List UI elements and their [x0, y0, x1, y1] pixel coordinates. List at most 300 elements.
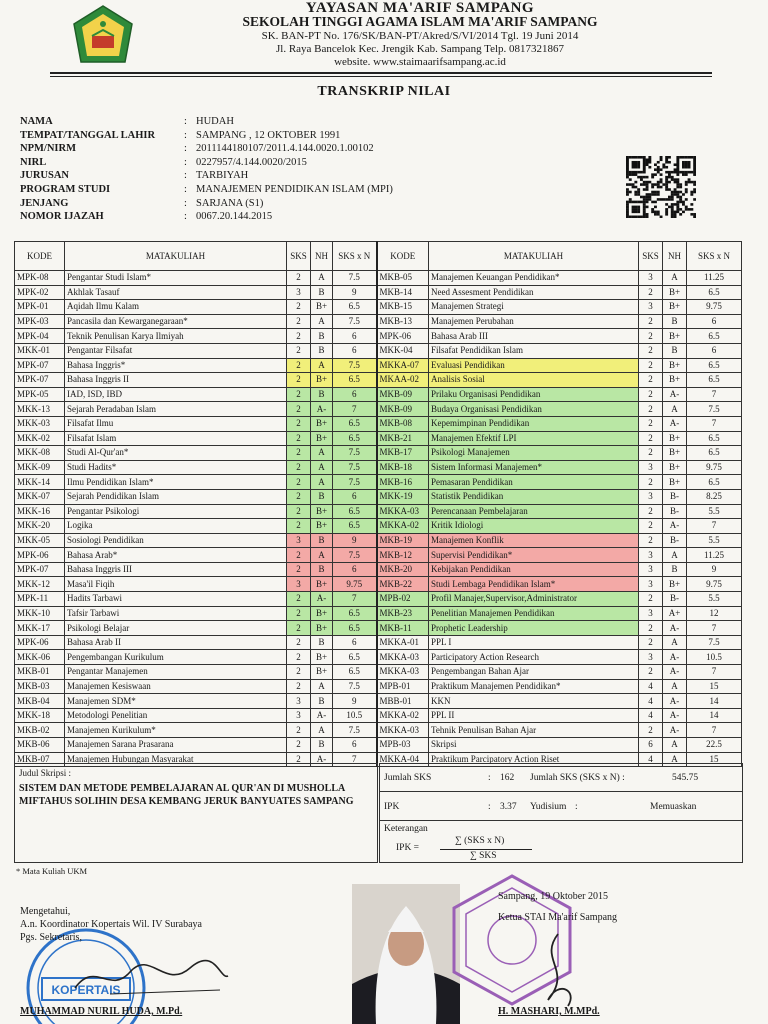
course-name: Pengembangan Kurikulum	[65, 650, 287, 665]
course-weighted: 7.5	[333, 314, 377, 329]
course-weighted: 6.5	[687, 475, 742, 490]
course-name: Skripsi	[429, 738, 639, 753]
course-weighted: 14	[687, 708, 742, 723]
chairman-title: Ketua STAI Ma'arif Sampang	[498, 912, 618, 923]
course-code: MKB-02	[15, 723, 65, 738]
course-grade: A	[663, 548, 687, 563]
course-name: Manajemen Sarana Prasarana	[65, 738, 287, 753]
course-grade: B	[311, 694, 333, 709]
course-grade: B+	[663, 329, 687, 344]
course-grade: A-	[663, 665, 687, 680]
table-row	[15, 592, 742, 607]
course-grade: B+	[311, 621, 333, 636]
course-weighted: 7	[687, 723, 742, 738]
course-code: MKK-17	[15, 621, 65, 636]
course-code: MPK-11	[15, 592, 65, 607]
course-code: MPK-04	[15, 329, 65, 344]
course-name: Participatory Action Research	[429, 650, 639, 665]
course-credits: 3	[287, 708, 311, 723]
table-row	[15, 475, 742, 490]
course-code: MKK-09	[15, 460, 65, 475]
course-credits: 2	[639, 431, 663, 446]
course-code: MPK-06	[377, 329, 429, 344]
course-grade: A	[311, 446, 333, 461]
course-grade: A-	[663, 416, 687, 431]
colon: :	[488, 802, 491, 812]
course-name: Manajemen Konflik	[429, 533, 639, 548]
course-weighted: 7.5	[687, 402, 742, 417]
course-name: Hadits Tarbawi	[65, 592, 287, 607]
accreditation-line: SK. BAN-PT No. 176/SK/BAN-PT/Akred/S/VI/2014 Tgl. 19 Juni 2014	[261, 30, 579, 42]
course-credits: 2	[639, 446, 663, 461]
course-name: Studi Al-Qur'an*	[65, 446, 287, 461]
course-name: Pengembangan Bahan Ajar	[429, 665, 639, 680]
identity-value: SARJANA (S1)	[196, 197, 264, 209]
col-header: MATAKULIAH	[429, 242, 639, 271]
course-name: Filsafat Islam	[65, 431, 287, 446]
course-weighted: 7	[333, 402, 377, 417]
col-header: KODE	[15, 242, 65, 271]
course-name: Bahasa Inggris*	[65, 358, 287, 373]
course-weighted: 7	[333, 592, 377, 607]
course-code: MKK-14	[15, 475, 65, 490]
course-code: MKB-18	[377, 460, 429, 475]
course-code: MKB-22	[377, 577, 429, 592]
identity-label: JENJANG	[20, 197, 69, 209]
course-weighted: 11.25	[687, 548, 742, 563]
course-grade: B	[311, 343, 333, 358]
course-weighted: 10.5	[333, 708, 377, 723]
table-row	[15, 548, 742, 563]
fraction-line	[440, 849, 532, 850]
table-row	[15, 519, 742, 534]
course-code: MPK-07	[15, 373, 65, 388]
course-grade: B+	[663, 446, 687, 461]
course-name: Profil Manajer,Supervisor,Administrator	[429, 592, 639, 607]
course-name: KKN	[429, 694, 639, 709]
course-weighted: 7.5	[333, 723, 377, 738]
course-weighted: 6	[687, 314, 742, 329]
colon: :	[184, 170, 187, 182]
course-grade: B	[311, 285, 333, 300]
foundation-name: YAYASAN MA'ARIF SAMPANG	[305, 0, 535, 16]
course-credits: 2	[287, 665, 311, 680]
course-credits: 2	[287, 635, 311, 650]
table-row	[15, 650, 742, 665]
course-name: Perencanaan Pembelajaran	[429, 504, 639, 519]
course-name: Sistem Informasi Manajemen*	[429, 460, 639, 475]
course-weighted: 7	[687, 416, 742, 431]
colon: :	[184, 156, 187, 168]
course-grade: A	[663, 738, 687, 753]
table-row	[15, 460, 742, 475]
secretary-line: Pgs. Sekretaris,	[20, 932, 82, 943]
course-code: MKAA-02	[377, 373, 429, 388]
course-name: Manajemen Hubungan Masyarakat	[65, 752, 287, 767]
table-row	[15, 665, 742, 680]
course-weighted: 11.25	[687, 271, 742, 286]
course-grade: A	[663, 635, 687, 650]
course-code: MKB-05	[377, 271, 429, 286]
summary-divider	[380, 791, 742, 792]
course-code: MKK-16	[15, 504, 65, 519]
course-name: Bahasa Arab III	[429, 329, 639, 344]
course-grade: A	[311, 314, 333, 329]
left-signatory-name: MUHAMMAD NURIL HUDA, M.Pd.	[20, 1006, 183, 1017]
course-credits: 2	[639, 635, 663, 650]
course-weighted: 7.5	[687, 635, 742, 650]
course-credits: 3	[639, 460, 663, 475]
course-grade: A-	[311, 752, 333, 767]
table-header-row	[15, 242, 742, 271]
course-grade: B-	[663, 489, 687, 504]
col-header: SKS x N	[687, 242, 742, 271]
course-weighted: 6	[333, 738, 377, 753]
course-weighted: 6.5	[333, 665, 377, 680]
course-name: Logika	[65, 519, 287, 534]
identity-label: NAMA	[20, 116, 53, 127]
course-credits: 2	[639, 285, 663, 300]
course-credits: 2	[287, 475, 311, 490]
course-grade: B	[311, 489, 333, 504]
course-grade: B+	[311, 519, 333, 534]
course-grade: B+	[311, 416, 333, 431]
table-row	[15, 577, 742, 592]
course-name: Manajemen Keuangan Pendidikan*	[429, 271, 639, 286]
col-header: SKS	[639, 242, 663, 271]
course-credits: 4	[639, 679, 663, 694]
course-name: Pengantar Manajemen	[65, 665, 287, 680]
course-weighted: 6	[687, 343, 742, 358]
course-weighted: 6.5	[687, 358, 742, 373]
course-weighted: 6.5	[333, 431, 377, 446]
course-code: MKB-23	[377, 606, 429, 621]
course-credits: 2	[639, 329, 663, 344]
course-credits: 4	[639, 708, 663, 723]
course-weighted: 6.5	[687, 446, 742, 461]
total-credits-value: 162	[500, 773, 515, 783]
course-code: MKK-07	[15, 489, 65, 504]
total-weighted-label: Jumlah SKS (SKS x N) :	[530, 773, 625, 783]
table-row	[15, 416, 742, 431]
course-weighted: 9	[687, 562, 742, 577]
table-row	[15, 358, 742, 373]
course-credits: 2	[287, 373, 311, 388]
course-grade: B+	[311, 606, 333, 621]
course-code: MKK-13	[15, 402, 65, 417]
course-credits: 3	[287, 694, 311, 709]
col-header: NH	[311, 242, 333, 271]
course-code: MKKA-03	[377, 650, 429, 665]
colon: :	[184, 211, 187, 223]
stamp-text: KOPERTAIS	[51, 983, 121, 997]
course-name: Pengantar Studi Islam*	[65, 271, 287, 286]
course-weighted: 6.5	[333, 519, 377, 534]
course-weighted: 6	[333, 489, 377, 504]
course-credits: 3	[639, 606, 663, 621]
course-name: Tehnik Penulisan Bahan Ajar	[429, 723, 639, 738]
course-name: Metodologi Penelitian	[65, 708, 287, 723]
thesis-label: Judul Skripsi :	[19, 768, 72, 778]
course-weighted: 6	[333, 387, 377, 402]
course-weighted: 6.5	[333, 621, 377, 636]
course-name: Praktikum Parcipatory Action Riset	[429, 752, 639, 767]
course-code: MPK-03	[15, 314, 65, 329]
course-credits: 3	[639, 577, 663, 592]
colon: :	[488, 773, 491, 783]
course-name: PPL II	[429, 708, 639, 723]
course-name: Manajemen SDM*	[65, 694, 287, 709]
course-weighted: 7	[687, 665, 742, 680]
course-weighted: 6.5	[687, 285, 742, 300]
total-credits-label: Jumlah SKS	[384, 773, 432, 783]
course-credits: 2	[639, 402, 663, 417]
course-grade: B+	[311, 577, 333, 592]
course-code: MPK-06	[15, 635, 65, 650]
course-credits: 2	[287, 548, 311, 563]
course-weighted: 6.5	[333, 416, 377, 431]
course-grade: B+	[663, 577, 687, 592]
colon: :	[184, 143, 187, 155]
course-credits: 2	[287, 387, 311, 402]
header-rule	[50, 72, 712, 74]
table-row	[15, 271, 742, 286]
course-name: Prilaku Organisasi Pendidikan	[429, 387, 639, 402]
course-credits: 2	[287, 446, 311, 461]
course-grade: B-	[663, 504, 687, 519]
course-weighted: 7	[333, 752, 377, 767]
course-code: MKKA-03	[377, 504, 429, 519]
col-header: SKS x N	[333, 242, 377, 271]
table-row	[15, 402, 742, 417]
course-weighted: 6.5	[333, 650, 377, 665]
course-credits: 3	[287, 533, 311, 548]
course-name: Akhlak Tasauf	[65, 285, 287, 300]
course-grade: B	[311, 738, 333, 753]
course-name: Sejarah Peradaban Islam	[65, 402, 287, 417]
course-credits: 3	[639, 271, 663, 286]
colon: :	[575, 802, 578, 812]
course-weighted: 9	[333, 694, 377, 709]
course-weighted: 12	[687, 606, 742, 621]
course-credits: 2	[287, 300, 311, 315]
course-grade: B	[663, 314, 687, 329]
course-code: MKB-21	[377, 431, 429, 446]
table-row	[15, 723, 742, 738]
course-name: Manajemen Kesiswaan	[65, 679, 287, 694]
course-credits: 6	[639, 738, 663, 753]
course-code: MKK-05	[15, 533, 65, 548]
identity-label: TEMPAT/TANGGAL LAHIR	[20, 129, 156, 141]
course-name: Masa'il Fiqih	[65, 577, 287, 592]
course-credits: 4	[639, 694, 663, 709]
signature-icon	[518, 930, 588, 1010]
course-grade: A-	[663, 621, 687, 636]
course-grade: A	[311, 271, 333, 286]
course-grade: A	[311, 475, 333, 490]
course-weighted: 5.5	[687, 592, 742, 607]
course-name: Supervisi Pendidikan*	[429, 548, 639, 563]
course-code: MKB-15	[377, 300, 429, 315]
course-grade: B+	[663, 431, 687, 446]
course-code: MKB-14	[377, 285, 429, 300]
identity-value: MANAJEMEN PENDIDIKAN ISLAM (MPI)	[196, 184, 393, 195]
table-row	[15, 329, 742, 344]
course-name: Pancasila dan Kewarganegaraan*	[65, 314, 287, 329]
course-code: MPB-02	[377, 592, 429, 607]
course-grade: B	[663, 562, 687, 577]
course-weighted: 7	[687, 519, 742, 534]
course-weighted: 6	[333, 329, 377, 344]
course-name: Praktikum Manajemen Pendidikan*	[429, 679, 639, 694]
identity-value: 0227957/4.144.0020/2015	[196, 156, 307, 168]
course-credits: 2	[287, 489, 311, 504]
formula-lhs: IPK =	[396, 843, 420, 853]
course-grade: A	[311, 548, 333, 563]
right-signature-block	[498, 890, 618, 1017]
course-grade: A	[663, 679, 687, 694]
course-name: Filsafat Pendidikan Islam	[429, 343, 639, 358]
course-weighted: 7.5	[333, 446, 377, 461]
course-grade: B	[311, 387, 333, 402]
course-weighted: 9	[333, 533, 377, 548]
course-credits: 4	[639, 752, 663, 767]
course-weighted: 6	[333, 343, 377, 358]
course-credits: 2	[287, 592, 311, 607]
course-weighted: 7.5	[333, 548, 377, 563]
identity-value: 2011144180107/2011.4.144.0020.1.00102	[196, 143, 374, 155]
course-code: MKK-12	[15, 577, 65, 592]
course-code: MKKA-07	[377, 358, 429, 373]
course-weighted: 22.5	[687, 738, 742, 753]
table-row	[15, 431, 742, 446]
course-name: Penelitian Manajemen Pendidikan	[429, 606, 639, 621]
course-weighted: 6.5	[687, 373, 742, 388]
course-name: Tafsir Tarbawi	[65, 606, 287, 621]
course-grade: A-	[311, 592, 333, 607]
course-weighted: 7.5	[333, 271, 377, 286]
course-code: MPB-03	[377, 738, 429, 753]
course-name: Filsafat Ilmu	[65, 416, 287, 431]
course-name: Ilmu Pendidikan Islam*	[65, 475, 287, 490]
document-title: TRANSKRIP NILAI	[317, 84, 451, 99]
course-credits: 2	[639, 358, 663, 373]
address-line: Jl. Raya Bancelok Kec. Jrengik Kab. Sampang Telp. 0817321867	[275, 43, 565, 55]
course-code: MKB-12	[377, 548, 429, 563]
course-grade: B	[311, 635, 333, 650]
formula-denominator: ∑ SKS	[470, 851, 497, 861]
course-weighted: 14	[687, 694, 742, 709]
course-credits: 3	[287, 285, 311, 300]
course-name: Kepemimpinan Pendidikan	[429, 416, 639, 431]
course-code: MPK-07	[15, 358, 65, 373]
course-grade: A+	[663, 606, 687, 621]
course-grade: A	[311, 460, 333, 475]
gpa-label: IPK	[384, 802, 400, 812]
course-credits: 2	[287, 650, 311, 665]
course-code: MPK-07	[15, 562, 65, 577]
website-line: website. www.staimaarifsampang.ac.id	[334, 56, 506, 68]
colon: :	[184, 129, 187, 141]
course-credits: 2	[287, 431, 311, 446]
course-grade: B+	[663, 373, 687, 388]
course-code: MKKA-04	[377, 752, 429, 767]
course-grade: B+	[663, 358, 687, 373]
colon: :	[184, 197, 187, 209]
course-name: Teknik Penulisan Karya Ilmiyah	[65, 329, 287, 344]
course-name: Manajemen Perubahan	[429, 314, 639, 329]
identity-label: NOMOR IJAZAH	[20, 211, 104, 223]
course-name: Statistik Pendidikan	[429, 489, 639, 504]
course-code: MKK-20	[15, 519, 65, 534]
course-credits: 2	[287, 621, 311, 636]
course-grade: A-	[311, 402, 333, 417]
course-weighted: 5.5	[687, 504, 742, 519]
course-grade: B+	[311, 431, 333, 446]
table-row	[15, 489, 742, 504]
course-name: Manajemen Kurikulum*	[65, 723, 287, 738]
course-code: MKB-17	[377, 446, 429, 461]
course-code: MKKA-02	[377, 519, 429, 534]
course-name: Kebijakan Pendidikan	[429, 562, 639, 577]
footnote: * Mata Kuliah UKM	[16, 866, 88, 876]
course-code: MKKA-03	[377, 665, 429, 680]
table-row	[15, 606, 742, 621]
course-name: Kritik Idiologi	[429, 519, 639, 534]
table-row	[15, 314, 742, 329]
table-row	[15, 373, 742, 388]
identity-value: TARBIYAH	[196, 170, 249, 182]
course-weighted: 7.5	[333, 460, 377, 475]
course-grade: A	[663, 752, 687, 767]
course-grade: A	[663, 271, 687, 286]
course-code: MKB-08	[377, 416, 429, 431]
course-grade: A-	[663, 387, 687, 402]
course-credits: 2	[287, 314, 311, 329]
table-row	[15, 621, 742, 636]
course-name: Budaya Organisasi Pendidikan	[429, 402, 639, 417]
course-code: MKK-03	[15, 416, 65, 431]
course-code: MKB-09	[377, 402, 429, 417]
course-credits: 2	[639, 665, 663, 680]
course-weighted: 9.75	[687, 577, 742, 592]
course-grade: B+	[311, 300, 333, 315]
course-weighted: 5.5	[687, 533, 742, 548]
course-name: Psikologi Belajar	[65, 621, 287, 636]
course-grade: B+	[663, 300, 687, 315]
course-weighted: 9.75	[687, 300, 742, 315]
course-name: Pengantar Filsafat	[65, 343, 287, 358]
yudisium-value: Memuaskan	[650, 802, 697, 812]
course-weighted: 7	[687, 387, 742, 402]
course-name: Evaluasi Pendidikan	[429, 358, 639, 373]
course-credits: 2	[639, 592, 663, 607]
identity-label: NPM/NIRM	[20, 143, 76, 155]
course-weighted: 6.5	[333, 606, 377, 621]
course-credits: 2	[639, 519, 663, 534]
signature-icon	[70, 950, 230, 1000]
course-name: Pengantar Psikologi	[65, 504, 287, 519]
course-name: PPL I	[429, 635, 639, 650]
course-credits: 3	[287, 577, 311, 592]
course-code: MKB-11	[377, 621, 429, 636]
colon: :	[184, 184, 187, 195]
course-weighted: 7.5	[333, 475, 377, 490]
total-weighted-value: 545.75	[672, 773, 699, 783]
course-name: Studi Hadits*	[65, 460, 287, 475]
course-name: Need Assesment Pendidikan	[429, 285, 639, 300]
course-code: MPK-02	[15, 285, 65, 300]
